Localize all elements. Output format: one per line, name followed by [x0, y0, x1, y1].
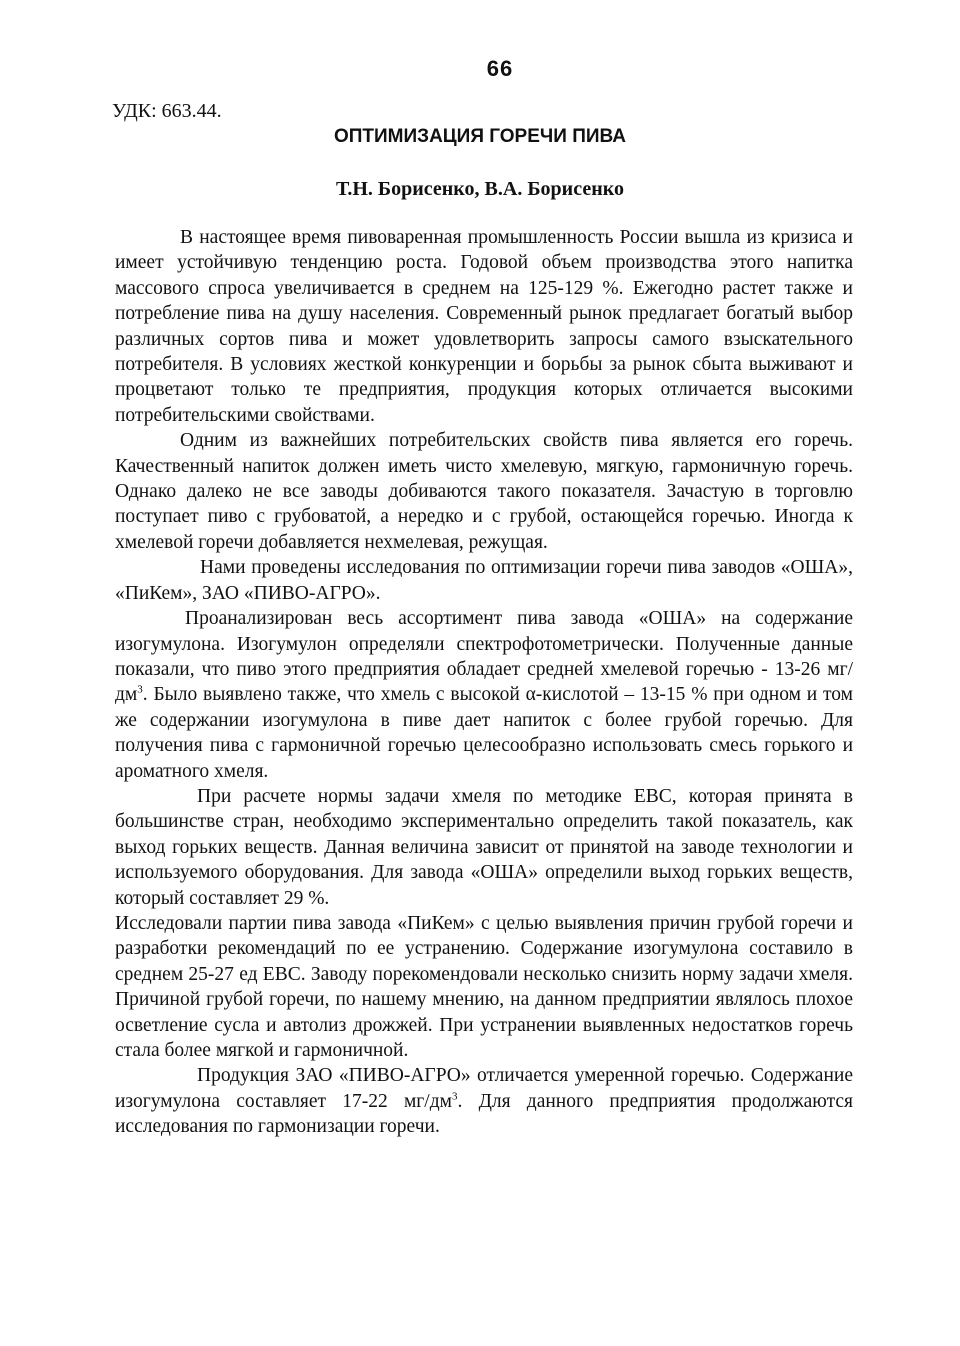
osha-superscript: 3 — [137, 683, 143, 696]
pivo-agro-superscript: 3 — [451, 1090, 458, 1103]
osha-text-part1: Проанализирован весь ассортимент пива завода «ОША» на содержание изогумулона. Изогумулон определяли спектрофотометрически. Полученные данные показали, что пиво этого предприятия обладает средней хмелевой горечью - 13-26 мг/дм — [115, 608, 853, 706]
paragraph-osha-analysis — [115, 606, 853, 784]
osha-text-part2: . Было выявлено также, что хмель с высокой α-кислотой – 13-15 % при одном и том же содержании изогумулона в пиве дает напиток с более грубой горечью. Для получения пива с гармоничной горечью целесообразно использовать смесь горького и ароматного хмеля. — [115, 684, 853, 782]
article-authors: Т.Н. Борисенко, В.А. Борисенко — [336, 178, 624, 200]
pivo-agro-text-part2: . Для данного предприятия продолжаются исследования по гармонизации горечи. — [115, 1090, 853, 1138]
paragraph-ebc-method: При расчете нормы задачи хмеля по методике ЕВС, которая принята в большинстве стран, необходимо экспериментально определить такой показатель, как выход горьких веществ. Данная величина зависит от принятой на заводе технологии и используемого оборудования. Для завода «ОША» определили выход горьких веществ, который составляет 29 %. — [115, 785, 853, 909]
page-number: 66 — [486, 56, 514, 81]
paragraph-pivo-agro — [115, 1063, 853, 1139]
udk-code: УДК: 663.44. — [112, 100, 222, 122]
paragraph-intro: В настоящее время пивоваренная промышленность России вышла из кризиса и имеет устойчивую тенденцию роста. Годовой объем производства этого напитка массового спроса увеличивается в среднем на 125-129 %. Ежегодно растет также и потребление пива на душу населения. Современный рынок предлагает богатый выбор различных сортов пива и может удовлетворить запросы самого взыскательного потребителя. В условиях жесткой конкуренции и борьбы за рынок сбыта выживают и процветают только те предприятия, продукция которых отличается высокими потребительскими свойствами. — [115, 227, 853, 426]
article-body — [115, 225, 853, 1140]
paragraph-research: Нами проведены исследования по оптимизации горечи пива заводов «ОША», «ПиКем», ЗАО «ПИВО-АГРО». — [115, 557, 853, 604]
article-title: ОПТИМИЗАЦИЯ ГОРЕЧИ ПИВА — [333, 126, 626, 147]
paragraph-bitterness: Одним из важнейших потребительских свойств пива является его горечь. Качественный напиток должен иметь чисто хмелевую, мягкую, гармоничную горечь. Однако далеко не все заводы добиваются такого показателя. Зачастую в торговлю поступает пиво с грубоватой, а нередко и с грубой, остающейся горечью. Иногда к хмелевой горечи добавляется нехмелевая, режущая. — [115, 430, 853, 553]
paragraph-pikem: Исследовали партии пива завода «ПиКем» с целью выявления причин грубой горечи и разработки рекомендаций по ее устранению. Содержание изогумулона составило в среднем 25-27 ед ЕВС. Заводу порекомендовали несколько снизить норму задачи хмеля. Причиной грубой горечи, по нашему мнению, на данном предприятии являлось плохое осветление сусла и автолиз дрожжей. При устранении выявленных недостатков горечь стала более мягкой и гармоничной. — [115, 912, 853, 1061]
pivo-agro-text-part1: Продукция ЗАО «ПИВО-АГРО» отличается умеренной горечью. Содержание изогумулона составляет 17-22 мг/дм — [115, 1065, 853, 1112]
